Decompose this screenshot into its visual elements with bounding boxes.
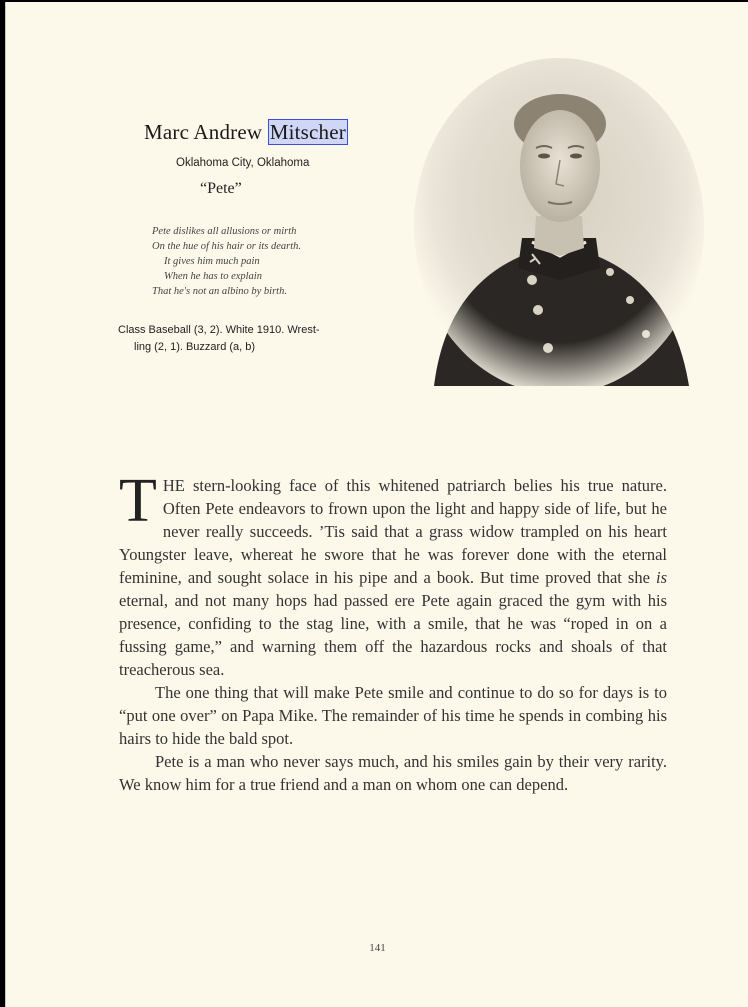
poem-line: Pete dislikes all allusions or mirth: [152, 226, 297, 237]
highlighted-last-name[interactable]: Mitscher: [269, 120, 346, 144]
paragraph: The one thing that will make Pete smile and continue to do so for days is to “put one over” on Papa Mike. The remainder of his time he spends in combing his hairs to hide the bald spot.: [119, 683, 667, 748]
biography-text: [119, 467, 667, 796]
paragraph-lead: HE stern-looking face of this whitened patriarch belies his true nature. Often Pete endeavors to frown upon the light and happy side of life, but he never really succeeds. ’Tis said that a grass widow trampled on his heart Youngster leave, whereat he swore that he was forever done with the eternal feminine, and sought solace in his pipe and a book. But time proved that she: [119, 476, 667, 587]
activities: [118, 322, 388, 356]
emphasis: is: [655, 568, 667, 587]
nickname: “Pete”: [200, 180, 242, 197]
poem-line: It gives him much pain: [164, 256, 260, 267]
poem: [152, 224, 301, 299]
person-name: [144, 120, 348, 145]
hometown: Oklahoma City, Oklahoma: [176, 157, 310, 169]
activities-line: ling (2, 1). Buzzard (a, b): [134, 341, 256, 353]
paragraph-tail: eternal, and not many hops had passed ere Pete again graced the gym with his presence, confiding to the stag line, with a smile, that he was “roped in on a fussing game,” and warning them off the hazardous rocks and shoals of that treacherous sea.: [119, 591, 667, 679]
yearbook-page: [5, 2, 748, 1007]
paragraph: Pete is a man who never says much, and his smiles gain by their very rarity. We know him for a true friend and a man on whom one can depend.: [119, 752, 667, 794]
drop-cap: T: [119, 467, 157, 535]
portrait-photo: [414, 56, 704, 396]
poem-line: When he has to explain: [164, 271, 262, 282]
activities-line: Class Baseball (3, 2). White 1910. Wrest-: [118, 324, 320, 336]
poem-line: That he's not an albino by birth.: [152, 286, 287, 297]
page-number: 141: [369, 942, 386, 954]
first-name: Marc Andrew: [144, 120, 263, 144]
paragraph: [119, 467, 667, 681]
poem-line: On the hue of his hair or its dearth.: [152, 241, 302, 252]
